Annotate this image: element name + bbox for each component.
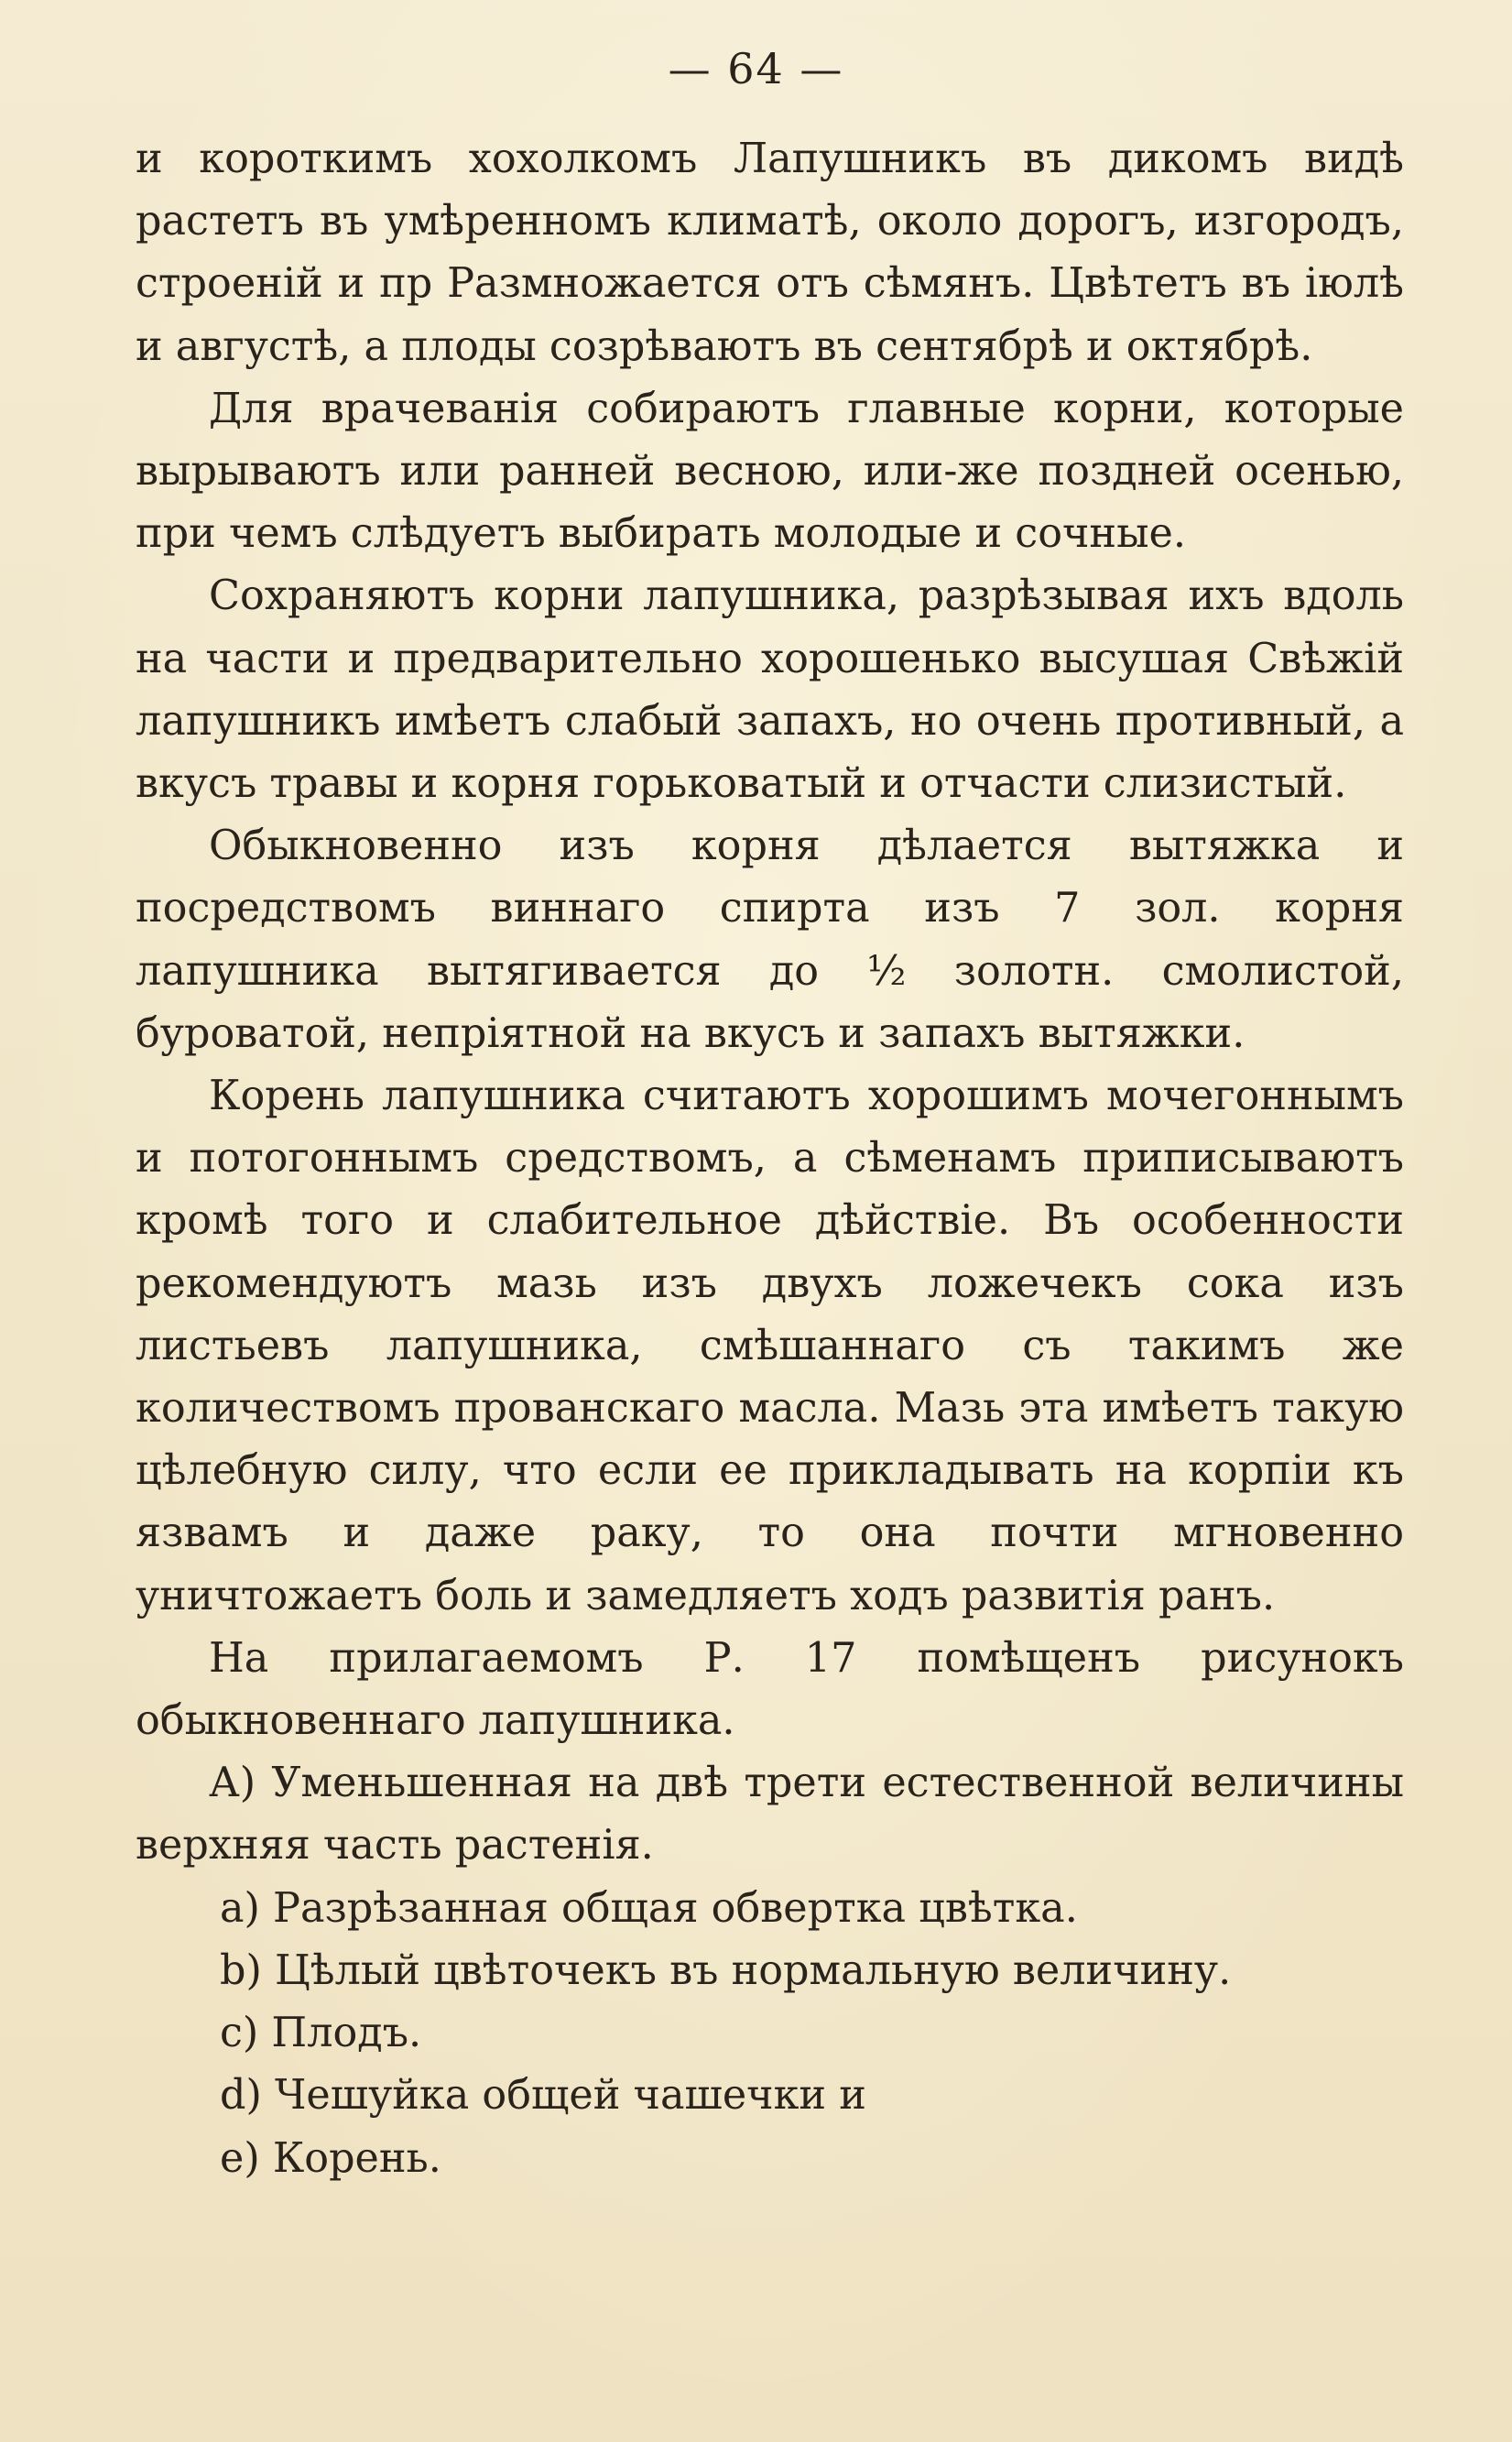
paragraph-2: Для врачеванія собираютъ главные корни, которые вырываютъ или ранней весною, или-же поздней осенью, при чемъ слѣдуетъ выбирать молодые и сочные. [136, 385, 1404, 558]
list-item-b: b) Цѣлый цвѣточекъ въ нормальную величину. [220, 1946, 1232, 1994]
list-item-c: c) Плодъ. [220, 2010, 422, 2057]
list-item-a: а) Разрѣзанная общая обвертка цвѣтка. [220, 1884, 1078, 1932]
paragraph-4: Обыкновенно изъ корня дѣлается вытяжка и посредствомъ виннаго спирта изъ 7 зол. корня лапушника вытягивается до ½ золотн. смолистой, буроватой, непріятной на вкусъ и запахъ вытяжки. [136, 823, 1404, 1057]
body-text [136, 128, 1404, 2190]
paragraph-3: Сохраняютъ корни лапушника, разрѣзывая ихъ вдоль на части и предварительно хорошенько высушая Свѣжій лапушникъ имѣетъ слабый запахъ, но очень противный, а вкусъ травы и корня горьковатый и отчасти слизистый. [136, 572, 1404, 808]
page-number: — 64 — [668, 44, 844, 93]
paragraph-1: и короткимъ хохолкомъ Лапушникъ въ дикомъ видѣ растетъ въ умѣренномъ климатѣ, около дорогъ, изгородъ, строеній и пр Размножается отъ сѣмянъ. Цвѣтетъ въ іюлѣ и августѣ, а плоды созрѣваютъ въ сентябрѣ и октябрѣ. [136, 136, 1404, 370]
paragraph-5: Корень лапушника считаютъ хорошимъ мочегоннымъ и потогоннымъ средствомъ, а сѣменамъ приписываютъ кромѣ того и слабительное дѣйствіе. Въ особенности рекомендуютъ мазь изъ двухъ ложечекъ сока изъ листьевъ лапушника, смѣшаннаго съ такимъ же количествомъ прованскаго масла. Мазь эта имѣетъ такую цѣлебную силу, что если ее прикладывать на корпіи къ язвамъ и даже раку, то она почти мгновенно уничтожаетъ боль и замедляетъ ходъ развитія ранъ. [136, 1073, 1404, 1619]
paragraph-7: А) Уменьшенная на двѣ трети естественной величины верхняя часть растенія. [136, 1760, 1404, 1870]
paragraph-6: На прилагаемомъ Р. 17 помѣщенъ рисунокъ обыкновеннаго лапушника. [136, 1634, 1404, 1745]
list-item-e: е) Корень. [220, 2134, 441, 2182]
list-item-d: d) Чешуйка общей чашечки и [220, 2072, 866, 2120]
